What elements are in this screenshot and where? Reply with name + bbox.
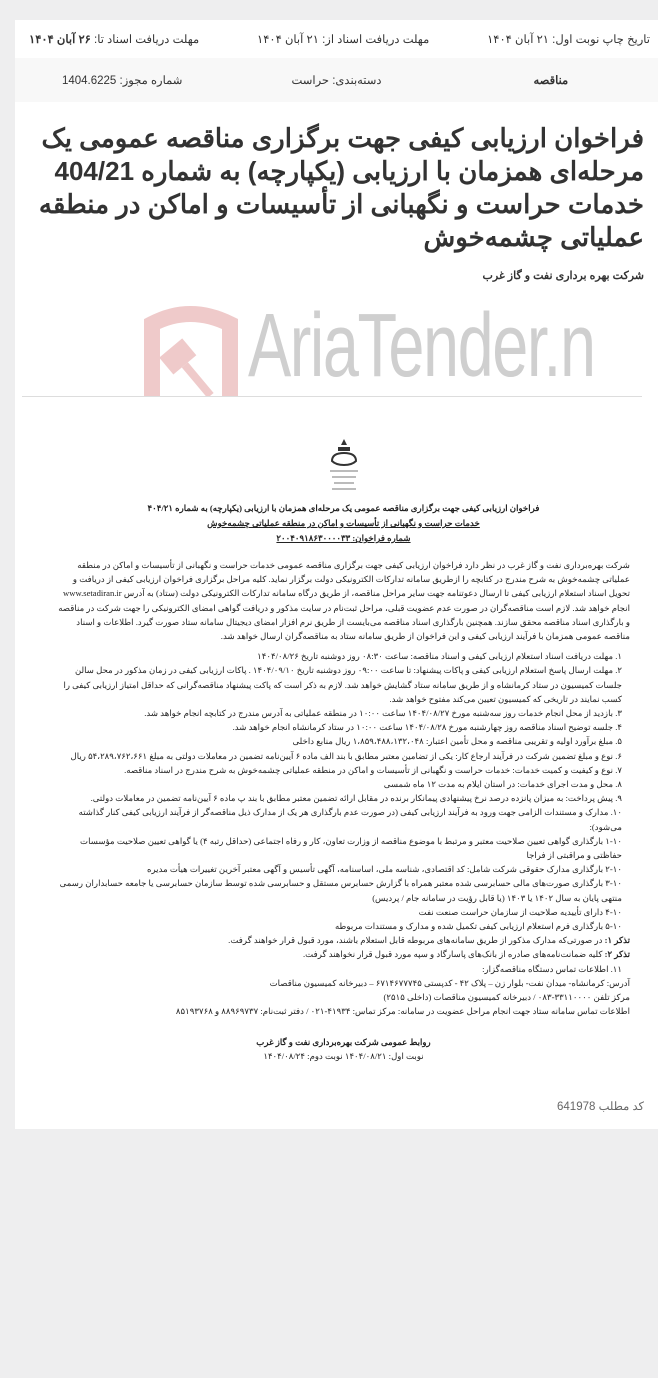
contact-address: آدرس: کرمانشاه- میدان نفت- بلوار زن – پلاک ۴۲ - کدپستی ۶۷۱۴۶۷۷۷۴۵ – دبیرخانه کمیسیون مناقصات <box>269 977 630 988</box>
scanned-document <box>22 396 642 1083</box>
note-2-text: کلیه ضمانت‌نامه‌های صادره از بانک‌های پاسارگاد و سپه مورد قبول قرار نخواهند گرفت. <box>303 949 605 960</box>
meta-row <box>15 58 658 102</box>
watermark-text: AriaTender.n <box>248 296 595 396</box>
note-2-label: تذکر ۲: <box>604 949 630 960</box>
docs-until-date <box>29 32 199 46</box>
company-name: شرکت بهره برداری نفت و گاز غرب <box>482 270 644 282</box>
note-1 <box>57 933 630 947</box>
doc-heading: فراخوان ارزیابی کیفی جهت برگزاری مناقصه عمومی یک مرحله‌ای همزمان با ارزیابی (یکپارچه) به شماره ۴۰۴/۲۱ <box>147 503 540 513</box>
doc-subitem: ۳-۱۰ بارگذاری صورت‌های مالی حسابرسی شده معتبر همراه با گزارش حسابرس مستقل و حسابرسی شده توسط سازمان حسابرسی یا جامعه حسابداران رسمی منتهی پایان به سال ۱۴۰۲ یا ۱۴۰۳ (یا قابل رؤیت در سامانه جام / پردیس) <box>59 878 622 903</box>
signature: روابط عمومی شرکت بهره‌برداری نفت و گاز غرب <box>256 1036 431 1047</box>
doc-item: ۶. نوع و مبلغ تضمین شرکت در فرآیند ارجاع کار: یکی از تضامین معتبر مطابق با بند الف ماده ۶ آیین‌نامه تضمین در معاملات دولتی به مبلغ ۵۴،۲۸۹،۷۶۲،۶۶۱ ریال <box>70 750 622 761</box>
page-title: فراخوان ارزیابی کیفی جهت برگزاری مناقصه عمومی یک مرحله‌ای همزمان با ارزیابی (یکپارچه) به شماره 404/21 خدمات حراست و نگهبانی از تأسیسات و اماکن در منطقه عملیاتی چشمه‌خوش <box>38 123 644 252</box>
doc-item: ۹. پیش پرداخت: به میزان پانزده درصد نرخ پیشنهادی پیمانکار برنده در مقابل ارائه تضمین معتبر مطابق با بند پ ماده ۶ آیین‌نامه تضمین در معاملات دولتی. <box>90 793 622 804</box>
doc-item: ۱۱. اطلاعات تماس دستگاه مناقصه‌گزار: <box>482 963 622 974</box>
note-1-label: تذکر ۱: <box>604 935 630 946</box>
tender-card <box>15 20 658 1129</box>
doc-item: ۱. مهلت دریافت اسناد استعلام ارزیابی کیفی و اسناد مناقصه: ساعت ۰۸:۳۰ روز دوشنبه تاریخ ۱۴۰۴/۰۸/۲۶ <box>257 651 622 662</box>
doc-item: ۷. نوع و کیفیت و کمیت خدمات: خدمات حراست و نگهبانی از تأسیسات و اماکن در منطقه عملیاتی چشمه‌خوش به شرح مندرج در اسناد مناقصه. <box>124 764 622 775</box>
doc-item: ۱۰. مدارک و مستندات الزامی جهت ورود به فرآیند ارزیابی کیفی (در صورت عدم بارگذاری هر یک از مدارک ذیل مناقصه‌گر از فرآیند ارزیابی کیفی کنار گذاشته می‌شود): <box>78 807 622 832</box>
doc-subitem: ۱-۱۰ بارگذاری گواهی تعیین صلاحیت معتبر و مرتبط با موضوع مناقصه از وزارت تعاون، کار و رفاه اجتماعی (حداقل رتبه ۴) یا گواهی تعیین صلاحیت مؤسسات حفاظتی و مراقبتی از فراجا <box>80 835 622 861</box>
doc-subitem: ۴-۱۰ دارای تأییدیه صلاحیت از سازمان حراست صنعت نفت <box>418 906 622 917</box>
nioc-logo-icon <box>324 437 364 493</box>
doc-subitem: ۲-۱۰ بارگذاری مدارک حقوقی شرکت شامل: کد اقتصادی، شناسه ملی، اساسنامه، آگهی تأسیس و آگهی معتبر آخرین تغییرات هیأت مدیره <box>146 864 622 875</box>
setad-contact: اطلاعات تماس سامانه ستاد جهت انجام مراحل عضویت در سامانه: مرکز تماس: ۴۱۹۳۴-۰۲۱ / دفتر ثبت‌نام: ۸۸۹۶۹۷۳۷ و ۸۵۱۹۳۷۶۸ <box>175 1006 630 1017</box>
watermark <box>130 296 658 396</box>
docs-until-value: ۲۶ آبان ۱۴۰۴ <box>29 34 91 46</box>
docs-until-label: مهلت دریافت اسناد تا: <box>90 34 200 46</box>
contact-phone: مرکز تلفن ۳۳۱۱۰۰۰۰-۰۸۳ / دبیرخانه کمیسیون مناقصات (داخلی ۲۵۱۵) <box>383 992 630 1003</box>
doc-call-number: شماره فراخوان: ۲۰۰۴۰۹۱۸۶۳۰۰۰۰۳۳ <box>276 533 411 543</box>
doc-intro: شرکت بهره‌برداری نفت و گاز غرب در نظر دارد فراخوان ارزیابی کیفی جهت برگزاری مناقصه عمومی خدمات حراست و نگهبانی از تأسیسات و اماکن در منطقه عملیاتی چشمه‌خوش به شرح مندرج در کتابچه را ازطریق سامانه تدارکات الکترونیکی دولت برگزار نماید. کلیه مراحل برگزاری فراخوان ارزیابی کیفی از دریافت و تحویل اسناد استعلام ارزیابی کیفی تا ارسال دعوتنامه جهت سایر مراحل مناقصه، از طریق درگاه سامانه تدارکات الکترونیکی دولت (ستاد) به آدرس www.setadiran.ir انجام خواهد شد. لازم است مناقصه‌گران در صورت عدم عضویت قبلی، مراحل ثبت‌نام در سایت مذکور و دریافت گواهی امضای الکترونیکی را جهت شرکت در مناقصه و بارگذاری اسناد مناقصه محقق سازند. همچنین بارگذاری اسناد مناقصه می‌بایست از طریق نرم افزار امضای دیجیتال سامانه ستاد صورت گیرد. اطلاعات و اسناد مناقصه عمومی همزمان با فرآیند ارزیابی کیفی و این فراخوان از طریق سامانه ستاد به مناقصه‌گران ارسال خواهد شد. <box>58 560 630 642</box>
category: دسته‌بندی: حراست <box>291 75 382 87</box>
code-label: کد مطلب <box>598 1100 644 1113</box>
doc-subitem: ۵-۱۰ بارگذاری فرم استعلام ارزیابی کیفی تکمیل شده و مدارک و مستندات مربوطه <box>334 921 622 932</box>
doc-items <box>57 649 630 1018</box>
article-code <box>15 1083 658 1115</box>
doc-subject: خدمات حراست و نگهبانی از تأسیسات و اماکن در منطقه عملیاتی چشمه‌خوش <box>207 518 480 528</box>
doc-item: ۸. محل و مدت اجرای خدمات: در استان ایلام به مدت ۱۲ ماه شمسی <box>383 779 622 790</box>
first-print-date: تاریخ چاپ نوبت اول: ۲۱ آبان ۱۴۰۴ <box>487 34 650 46</box>
doc-item: ۲. مهلت ارسال پاسخ استعلام ارزیابی کیفی و پاکات پیشنهاد: تا ساعت ۰۹:۰۰ روز دوشنبه تاریخ ۱۴۰۴/۰۹/۱۰ . پاکات ارزیابی کیفی در زمان مذکور در محل سالن جلسات کمیسیون در ستاد کرمانشاه و از طریق سامانه ستاد گشایش خواهد شد. لازم به ذکر است که پاکت پیشنهاد مناقصه‌گرانی که حداقل امتیاز ارزیابی کیفی را کسب نمایند در تاریخی که کمیسیون تعیین می‌کند مفتوح خواهد شد. <box>63 665 622 704</box>
docs-from-date: مهلت دریافت اسناد از: ۲۱ آبان ۱۴۰۴ <box>257 34 430 46</box>
publish-dates: نوبت اول: ۱۴۰۴/۰۸/۲۱ نوبت دوم: ۱۴۰۴/۰۸/۲۴ <box>263 1050 424 1061</box>
code-value: 641978 <box>557 1100 596 1113</box>
dates-row <box>15 20 658 58</box>
doc-item: ۳. بازدید از محل انجام خدمات روز سه‌شنبه مورخ ۱۴۰۴/۰۸/۲۷ ساعت ۱۰:۰۰ در منطقه عملیاتی به آدرس مندرج در کتابچه انجام خواهد شد. <box>144 708 622 719</box>
doc-item: ۵. مبلغ برآورد اولیه و تقریبی مناقصه و محل تأمین اعتبار: ۱،۸۵۹،۴۸۸،۱۳۲،۰۴۸ ریال منابع داخلی <box>292 736 622 747</box>
permit-number: شماره مجوز: 1404.6225 <box>61 75 183 87</box>
tender-type: مناقصه <box>533 75 569 87</box>
watermark-shield-icon <box>130 296 250 396</box>
note-1-text: در صورتی‌که مدارک مذکور از طریق سامانه‌های مربوطه قابل استعلام باشند، مورد قبول قرار خواهند گرفت. <box>228 935 605 946</box>
note-2 <box>57 947 630 961</box>
doc-item: ۴. جلسه توضیح اسناد مناقصه روز چهارشنبه مورخ ۱۴۰۴/۰۸/۲۸ ساعت ۱۰:۰۰ در ستاد کرمانشاه انجام خواهد شد. <box>232 722 622 733</box>
